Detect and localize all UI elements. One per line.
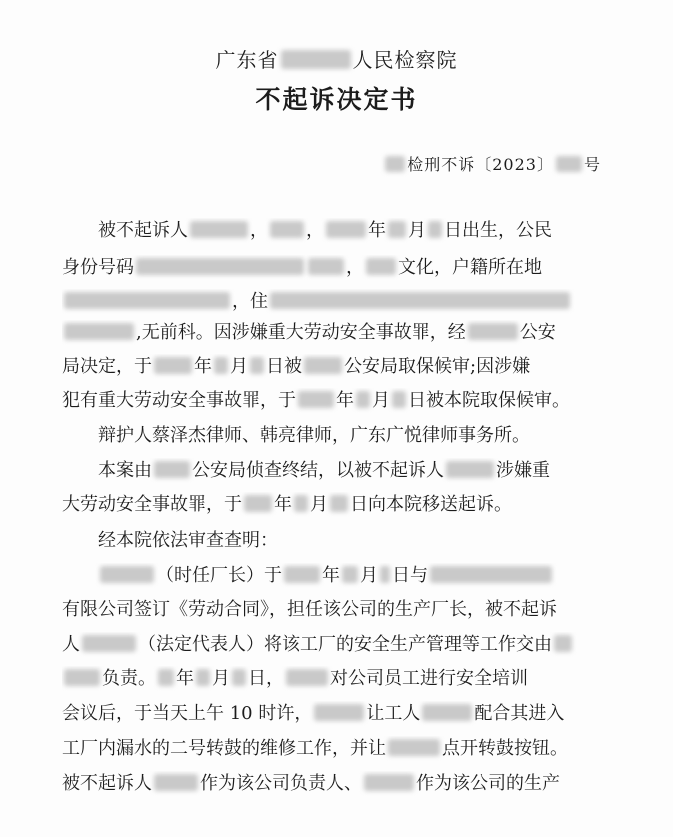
text-segment: ， — [250, 220, 268, 241]
text-segment: 公安 — [519, 322, 556, 343]
redacted-region — [270, 221, 304, 238]
paragraph-line — [62, 736, 602, 762]
redacted-region — [298, 391, 334, 408]
text-segment: 文化，户籍所在地 — [398, 257, 542, 278]
redacted-region — [244, 495, 272, 512]
paragraph-line — [62, 423, 602, 449]
redacted-region — [366, 258, 396, 275]
text-segment: 点开转鼓按钮。 — [442, 738, 568, 759]
redacted-region — [154, 461, 190, 478]
paragraph-line — [62, 597, 602, 623]
text-segment: 犯有重大劳动安全事故罪，于 — [62, 390, 296, 411]
text-segment: 日向本院移送起诉。 — [350, 494, 512, 515]
redacted-region — [196, 669, 210, 686]
text-segment: 日与 — [392, 565, 428, 586]
text-segment: 涉嫌重 — [496, 460, 550, 481]
redacted-region — [364, 774, 414, 791]
redacted-region — [232, 669, 246, 686]
redacted-region — [190, 221, 248, 238]
text-segment: 月 — [372, 390, 390, 411]
paragraph-line — [62, 528, 602, 554]
text-segment: 公安局侦查终结，以被不起诉人 — [192, 460, 444, 481]
redacted-region — [64, 323, 134, 340]
paragraph-line — [62, 632, 602, 658]
text-segment: 大劳动安全事故罪，于 — [62, 494, 242, 515]
text-segment: 局决定，于 — [62, 356, 152, 377]
redacted-region — [388, 221, 406, 238]
redacted-region — [270, 292, 570, 309]
text-segment: 作为该公司的生产 — [416, 773, 560, 794]
redacted-region — [342, 566, 358, 583]
redacted-region — [392, 391, 406, 408]
org-suffix: 人民检察院 — [352, 48, 458, 72]
text-segment: 工厂内漏水的二号转鼓的维修工作，并让 — [62, 738, 386, 759]
text-segment: 年 — [176, 668, 194, 689]
text-segment: 让工人 — [366, 703, 421, 724]
redacted-region — [308, 258, 344, 275]
text-segment: 年 — [322, 565, 340, 586]
text-segment: ， — [306, 220, 324, 241]
paragraph-line — [62, 492, 602, 518]
redacted-region — [158, 669, 174, 686]
text-segment: 被不起诉人 — [98, 220, 188, 241]
text-segment: 公安局取保候审;因涉嫌 — [344, 356, 531, 377]
redacted-region — [385, 156, 405, 171]
paragraph-line — [62, 388, 602, 414]
procuratorate-name — [0, 44, 673, 73]
paragraph-line — [62, 320, 602, 346]
text-segment: 人 — [62, 634, 80, 655]
redacted-region — [468, 323, 518, 340]
redacted-region — [388, 739, 440, 756]
redacted-region — [214, 357, 228, 374]
text-segment: 辩护人蔡泽杰律师、韩亮律师，广东广悦律师事务所。 — [98, 425, 530, 446]
redacted-region — [428, 221, 442, 238]
text-segment: 被不起诉人 — [62, 773, 152, 794]
redacted-region — [314, 704, 364, 721]
text-segment: 年 — [368, 220, 386, 241]
paragraph-line — [62, 354, 602, 380]
text-segment: 月 — [408, 220, 426, 241]
text-segment: 日被 — [266, 356, 302, 377]
paragraph-line — [62, 289, 602, 315]
redacted-region — [64, 292, 230, 309]
redacted-region — [82, 635, 136, 652]
paragraph-line — [62, 458, 602, 484]
case-number — [383, 152, 601, 175]
text-segment: 年 — [194, 356, 212, 377]
org-prefix: 广东省 — [215, 48, 279, 72]
redacted-region — [154, 774, 198, 791]
redacted-region — [326, 221, 366, 238]
redacted-region — [286, 669, 328, 686]
paragraph-line — [62, 701, 602, 727]
redacted-region — [100, 566, 154, 583]
paragraph-line — [62, 563, 602, 589]
text-segment: 年 — [336, 390, 354, 411]
text-segment: （法定代表人）将该工厂的安全生产管理等工作交由 — [138, 634, 552, 655]
paragraph-line — [62, 255, 602, 281]
text-segment: 月 — [212, 668, 230, 689]
redacted-region — [154, 357, 192, 374]
redacted-region — [250, 357, 264, 374]
redacted-region — [304, 357, 342, 374]
text-segment: 配合其进入 — [474, 703, 565, 724]
text-segment: ， — [346, 257, 364, 278]
text-segment: 日被本院取保候审。 — [408, 390, 570, 411]
redacted-region — [554, 635, 572, 652]
redacted-region — [281, 50, 351, 69]
text-segment: 日， — [248, 668, 284, 689]
paragraph-line — [62, 666, 602, 692]
text-segment: 经本院依法审查查明： — [98, 530, 278, 551]
text-segment: 月 — [360, 565, 378, 586]
redacted-region — [556, 156, 582, 171]
redacted-region — [284, 566, 320, 583]
text-segment: 作为该公司负责人、 — [200, 773, 362, 794]
text-segment: ，住 — [232, 291, 268, 312]
redacted-region — [330, 495, 348, 512]
redacted-region — [430, 566, 552, 583]
text-segment: 日出生，公民 — [444, 220, 552, 241]
text-segment: 有限公司签订《劳动合同》，担任该公司的生产厂长，被不起诉 — [62, 599, 557, 620]
paragraph-line — [62, 218, 602, 244]
case-number-text: 检刑不诉〔2023〕 — [407, 155, 554, 174]
text-segment: 对公司员工进行安全培训 — [330, 668, 528, 689]
case-number-suffix: 号 — [583, 155, 601, 174]
redacted-region — [136, 258, 304, 275]
text-segment: 月 — [310, 494, 328, 515]
redacted-region — [422, 704, 472, 721]
text-segment: （时任厂长）于 — [156, 565, 282, 586]
text-segment: 会议后，于当天上午 10 时许， — [62, 703, 313, 724]
redacted-region — [64, 669, 100, 686]
paragraph-line — [62, 771, 602, 797]
redacted-region — [380, 566, 390, 583]
document-title: 不起诉决定书 — [255, 85, 418, 114]
text-segment: ,无前科。因涉嫌重大劳动安全事故罪，经 — [136, 322, 466, 343]
text-segment: 月 — [230, 356, 248, 377]
redacted-region — [446, 461, 494, 478]
text-segment: 身份号码 — [62, 257, 134, 278]
redacted-region — [356, 391, 370, 408]
text-segment: 本案由 — [98, 460, 152, 481]
text-segment: 年 — [274, 494, 292, 515]
text-segment: 负责。 — [102, 668, 156, 689]
redacted-region — [294, 495, 308, 512]
